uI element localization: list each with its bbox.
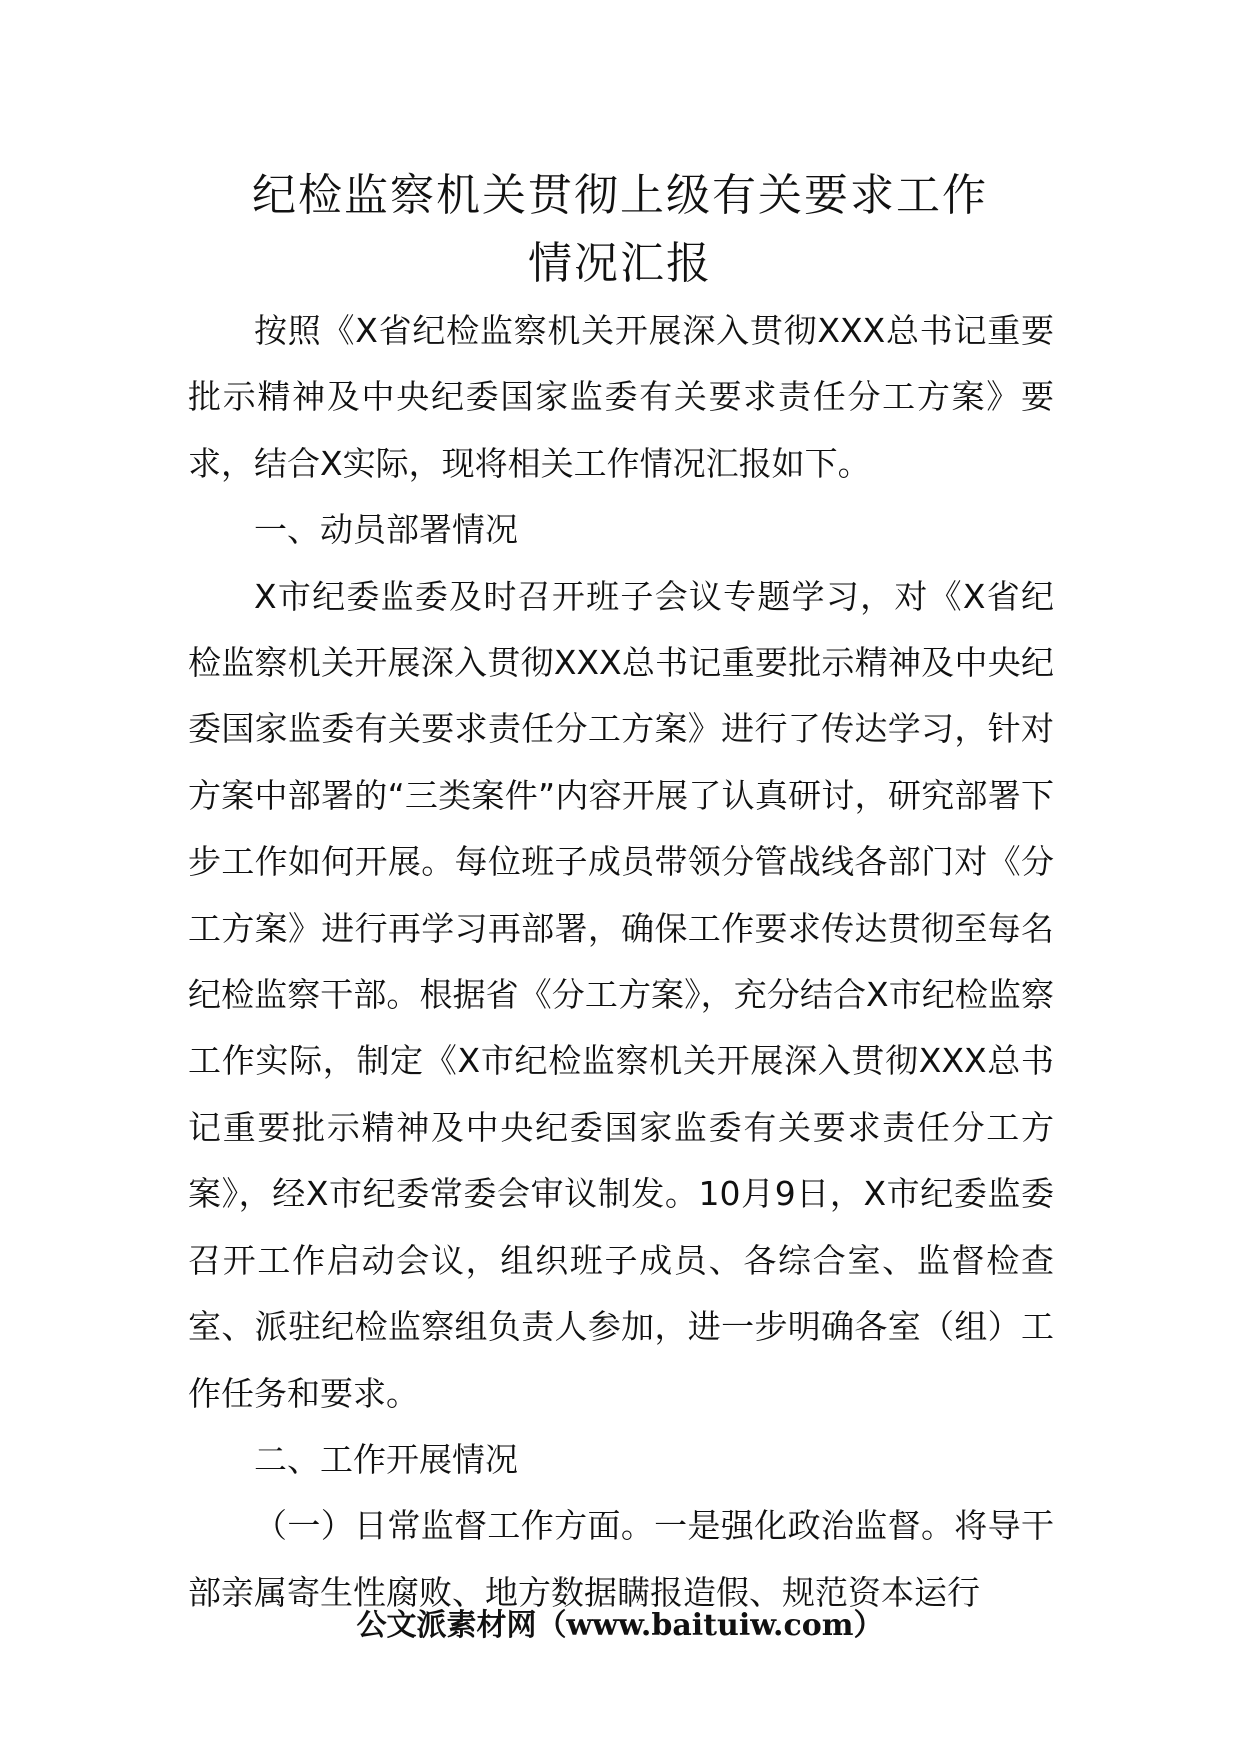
intro-paragraph: 按照《X省纪检监察机关开展深入贯彻XXX总书记重要批示精神及中央纪委国家监委有关要求责任分工方案》要求，结合X实际，现将相关工作情况汇报如下。 xyxy=(188,311,1054,483)
section-heading-mobilization: 一、动员部署情况 xyxy=(254,510,518,550)
footer-watermark: 公文派素材网（www.baituiw.com） xyxy=(356,1608,884,1643)
mobilization-paragraph: X市纪委监委及时召开班子会议专题学习，对《X省纪检监察机关开展深入贯彻XXX总书记重要批示精神及中央纪委国家监委有关要求责任分工方案》进行了传达学习，针对方案中部署的“三类案件”内容开展了认真研讨，研究部署下步工作如何开展。每位班子成员带领分管战线各部门对《分工方案》进行再学习再部署，确保工作要求传达贯彻至每名纪检监察干部。根据省《分工方案》，充分结合X市纪检监察工作实际，制定《X市纪检监察机关开展深入贯彻XXX总书记重要批示精神及中央纪委国家监委有关要求责任分工方案》，经X市纪委常委会审议制发。10月9日，X市纪委监委召开工作启动会议，组织班子成员、各综合室、监督检查室、派驻纪检监察组负责人参加，进一步明确各室（组）工作任务和要求。 xyxy=(188,576,1054,1413)
section-heading-work-progress: 二、工作开展情况 xyxy=(254,1439,518,1479)
document-body xyxy=(188,298,1054,1626)
document-title-line2: 情况汇报 xyxy=(528,238,712,289)
daily-supervision-paragraph: （一）日常监督工作方面。一是强化政治监督。将导干部亲属寄生性腐败、地方数据瞒报造假、规范资本运行 xyxy=(188,1506,1054,1612)
document-title-line1: 纪检监察机关贯彻上级有关要求工作 xyxy=(252,170,988,221)
